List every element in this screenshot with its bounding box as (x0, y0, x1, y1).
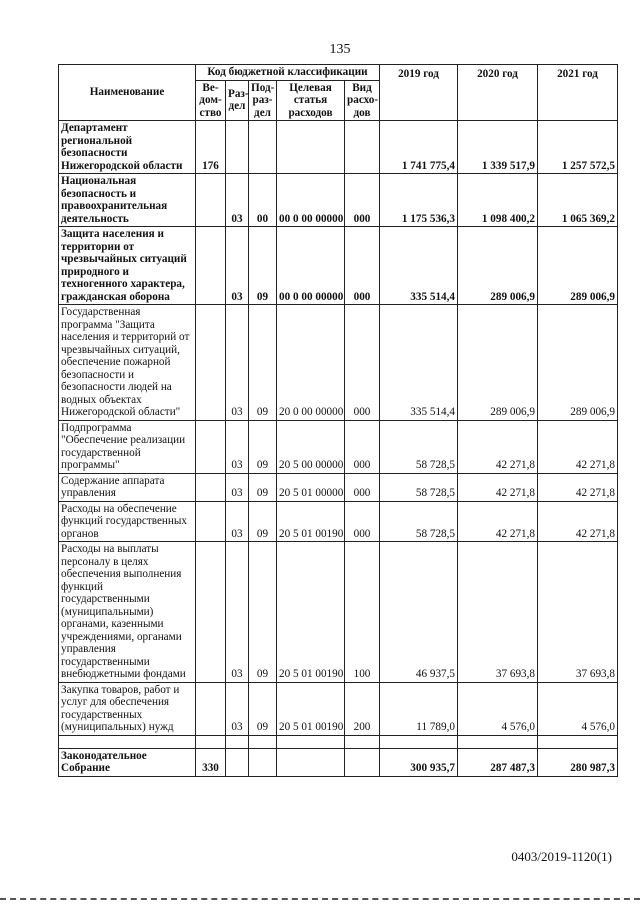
page-number: 135 (329, 42, 351, 57)
cell-target: 20 5 00 00000 (277, 420, 345, 473)
header-dept: Ве-дом-ство (196, 80, 226, 121)
spacer-cell (380, 735, 458, 748)
budget-table (58, 64, 618, 777)
cell-razdel: 03 (226, 174, 249, 227)
spacer-cell (59, 735, 196, 748)
cell-target: 20 0 00 00000 (277, 305, 345, 421)
cell-target (277, 121, 345, 174)
spacer-cell (277, 735, 345, 748)
cell-2021: 42 271,8 (538, 473, 618, 501)
header-target: Целевая статья расходов (277, 80, 345, 121)
cell-razdel: 03 (226, 305, 249, 421)
cell-2019: 46 937,5 (380, 542, 458, 683)
cell-2019: 58 728,5 (380, 420, 458, 473)
cell-podrazdel: 09 (249, 501, 277, 542)
cell-2019: 11 789,0 (380, 682, 458, 735)
cell-razdel: 03 (226, 501, 249, 542)
cell-target: 20 5 01 00190 (277, 501, 345, 542)
spacer-cell (226, 735, 249, 748)
cell-target: 20 5 01 00190 (277, 682, 345, 735)
cell-name: Содержание аппарата управления (59, 473, 196, 501)
header-name: Наименование (59, 65, 196, 121)
cell-dept (196, 542, 226, 683)
table-row (59, 542, 618, 683)
cell-2019: 1 741 775,4 (380, 121, 458, 174)
header-code-group: Код бюджетной классификации (196, 65, 380, 81)
cell-razdel: 03 (226, 473, 249, 501)
cell-podrazdel: 09 (249, 305, 277, 421)
cell-2021: 1 257 572,5 (538, 121, 618, 174)
cell-podrazdel: 09 (249, 227, 277, 305)
cell-target: 00 0 00 00000 (277, 227, 345, 305)
spacer-cell (538, 735, 618, 748)
cell-podrazdel (249, 748, 277, 776)
bottom-divider (0, 898, 640, 900)
cell-2019: 335 514,4 (380, 305, 458, 421)
cell-2021: 289 006,9 (538, 227, 618, 305)
cell-2021: 4 576,0 (538, 682, 618, 735)
cell-2020: 42 271,8 (458, 501, 538, 542)
cell-razdel: 03 (226, 682, 249, 735)
cell-dept (196, 473, 226, 501)
cell-razdel (226, 121, 249, 174)
cell-dept (196, 174, 226, 227)
cell-podrazdel: 00 (249, 174, 277, 227)
cell-name: Департамент региональной безопасности Нижегородской области (59, 121, 196, 174)
table-row (59, 748, 618, 776)
table-row (59, 473, 618, 501)
cell-2021: 42 271,8 (538, 420, 618, 473)
header-2019: 2019 год (380, 65, 458, 121)
cell-podrazdel: 09 (249, 682, 277, 735)
cell-name: Расходы на выплаты персоналу в целях обеспечения выполнения функций государственными (муниципальными) органами, казенными учреждениями, органами управления государственными внебюджетными фондами (59, 542, 196, 683)
cell-2020: 4 576,0 (458, 682, 538, 735)
header-podrazdel: Под-раз-дел (249, 80, 277, 121)
cell-vid: 000 (345, 501, 380, 542)
cell-2019: 335 514,4 (380, 227, 458, 305)
cell-2021: 280 987,3 (538, 748, 618, 776)
cell-2020: 289 006,9 (458, 305, 538, 421)
spacer-cell (458, 735, 538, 748)
cell-dept (196, 305, 226, 421)
cell-podrazdel: 09 (249, 420, 277, 473)
cell-vid: 000 (345, 420, 380, 473)
cell-razdel (226, 748, 249, 776)
cell-2019: 58 728,5 (380, 473, 458, 501)
table-row (59, 305, 618, 421)
cell-target: 00 0 00 00000 (277, 174, 345, 227)
spacer-cell (249, 735, 277, 748)
table-row (59, 682, 618, 735)
cell-vid: 100 (345, 542, 380, 683)
cell-2019: 1 175 536,3 (380, 174, 458, 227)
cell-target: 20 5 01 00190 (277, 542, 345, 683)
cell-2020: 287 487,3 (458, 748, 538, 776)
cell-target (277, 748, 345, 776)
cell-name: Расходы на обеспечение функций государственных органов (59, 501, 196, 542)
document-code: 0403/2019-1120(1) (511, 849, 612, 864)
cell-name: Законодательное Собрание (59, 748, 196, 776)
table-row (59, 227, 618, 305)
header-2020: 2020 год (458, 65, 538, 121)
table-row (59, 420, 618, 473)
header-razdel: Раз-дел (226, 80, 249, 121)
cell-name: Подпрограмма "Обеспечение реализации государственной программы" (59, 420, 196, 473)
cell-vid: 000 (345, 305, 380, 421)
cell-dept (196, 227, 226, 305)
cell-dept: 330 (196, 748, 226, 776)
cell-vid: 000 (345, 227, 380, 305)
cell-2020: 289 006,9 (458, 227, 538, 305)
cell-vid (345, 121, 380, 174)
cell-podrazdel (249, 121, 277, 174)
cell-podrazdel: 09 (249, 473, 277, 501)
spacer-cell (196, 735, 226, 748)
table-row (59, 121, 618, 174)
cell-target: 20 5 01 00000 (277, 473, 345, 501)
cell-razdel: 03 (226, 227, 249, 305)
cell-2020: 1 098 400,2 (458, 174, 538, 227)
cell-name: Защита населения и территории от чрезвычайных ситуаций природного и техногенного характера, гражданская оборона (59, 227, 196, 305)
cell-2019: 300 935,7 (380, 748, 458, 776)
cell-name: Национальная безопасность и правоохранительная деятельность (59, 174, 196, 227)
cell-2021: 289 006,9 (538, 305, 618, 421)
table-row (59, 174, 618, 227)
cell-vid: 200 (345, 682, 380, 735)
cell-2020: 37 693,8 (458, 542, 538, 683)
cell-2021: 37 693,8 (538, 542, 618, 683)
cell-2020: 42 271,8 (458, 473, 538, 501)
table-row (59, 735, 618, 748)
cell-name: Закупка товаров, работ и услуг для обеспечения государственных (муниципальных) нужд (59, 682, 196, 735)
cell-vid: 000 (345, 174, 380, 227)
cell-2020: 1 339 517,9 (458, 121, 538, 174)
cell-2020: 42 271,8 (458, 420, 538, 473)
cell-2019: 58 728,5 (380, 501, 458, 542)
cell-vid: 000 (345, 473, 380, 501)
cell-2021: 1 065 369,2 (538, 174, 618, 227)
cell-dept: 176 (196, 121, 226, 174)
cell-dept (196, 420, 226, 473)
cell-razdel: 03 (226, 420, 249, 473)
header-2021: 2021 год (538, 65, 618, 121)
cell-razdel: 03 (226, 542, 249, 683)
cell-dept (196, 682, 226, 735)
cell-dept (196, 501, 226, 542)
spacer-cell (345, 735, 380, 748)
cell-vid (345, 748, 380, 776)
table-body (59, 121, 618, 777)
table-row (59, 501, 618, 542)
cell-2021: 42 271,8 (538, 501, 618, 542)
cell-name: Государственная программа "Защита населения и территорий от чрезвычайных ситуаций, обеспечение пожарной безопасности и безопасности людей на водных объектах Нижегородской области" (59, 305, 196, 421)
cell-podrazdel: 09 (249, 542, 277, 683)
header-vid: Вид расхо-дов (345, 80, 380, 121)
